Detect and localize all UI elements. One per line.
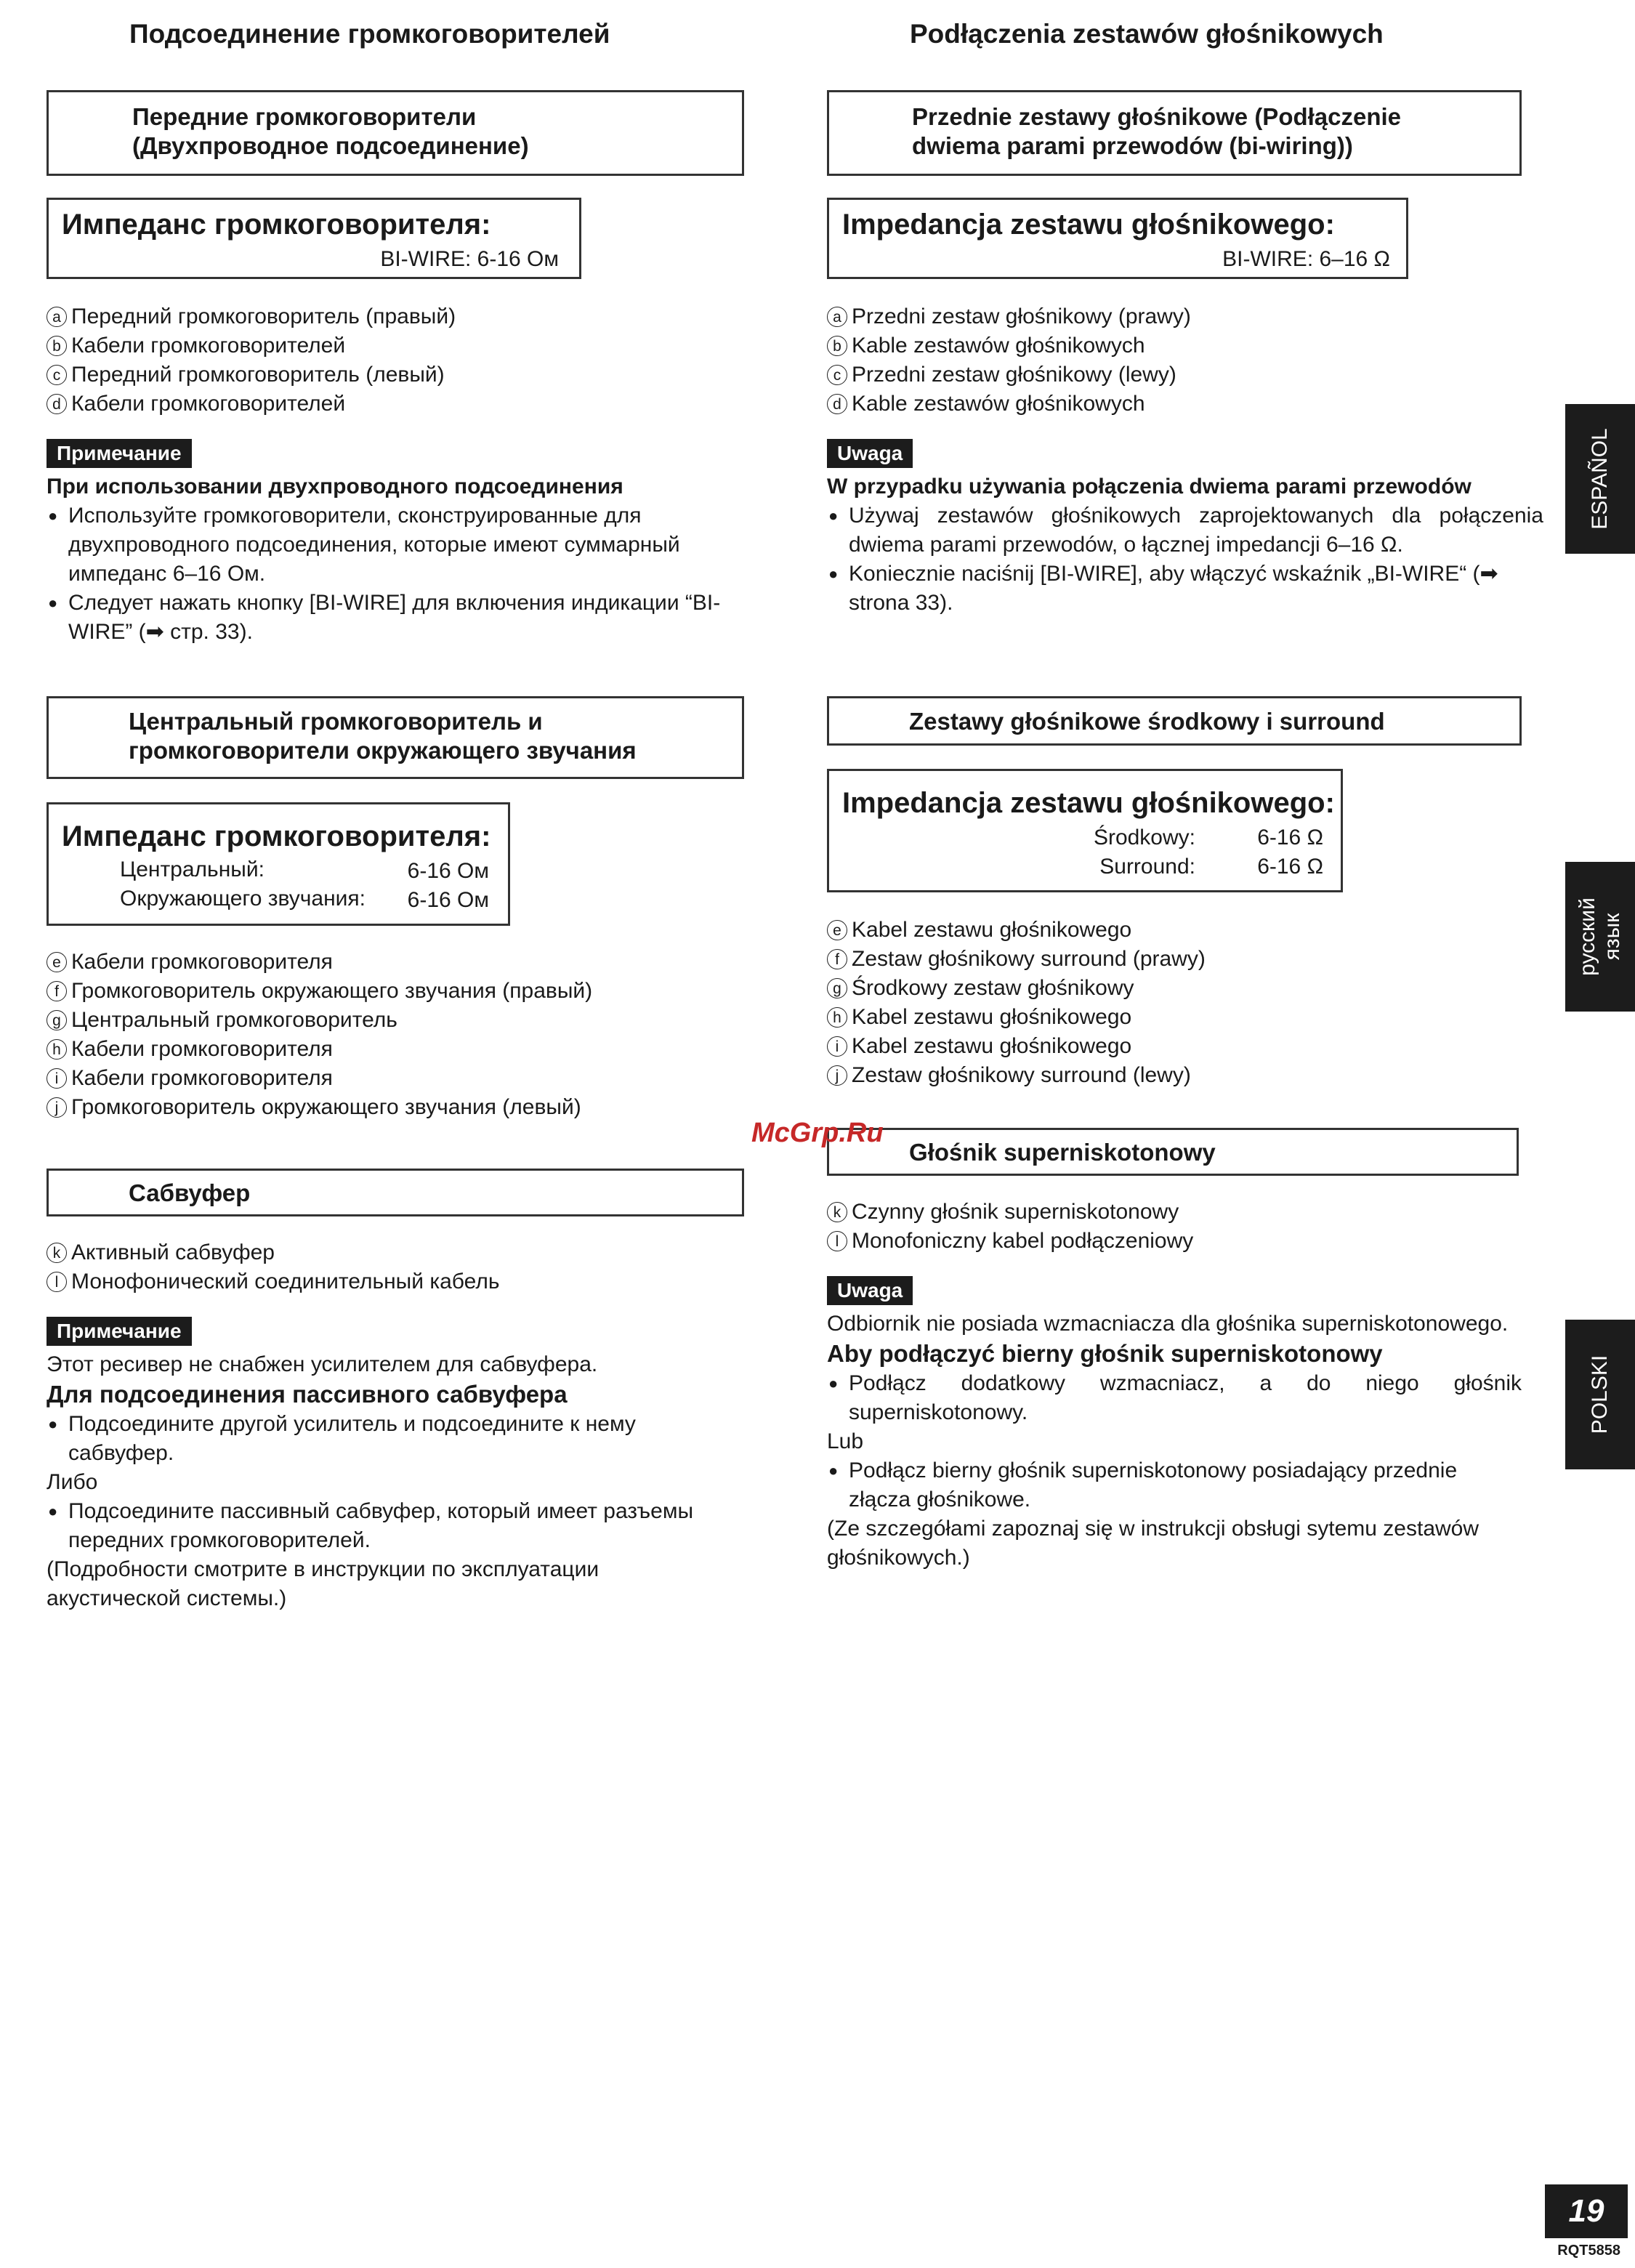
pl-front-impedance-box bbox=[827, 198, 1408, 279]
ru-center-imp-value: 6-16 Ом bbox=[407, 859, 489, 883]
pl-surround-imp-label: Surround: bbox=[1099, 855, 1195, 879]
list-item: k Czynny głośnik superniskotonowy bbox=[827, 1198, 1193, 1227]
pl-center-legend bbox=[827, 916, 1206, 1090]
ru-mark-g: g bbox=[47, 1010, 67, 1030]
ru-sub-bullet-1: ● Подсоедините другой усилитель и подсоедините к нему сабвуфер. bbox=[47, 1410, 744, 1468]
tab-russian-label: русский язык bbox=[1575, 897, 1624, 976]
ru-center-imp-label: Центральный: bbox=[120, 857, 265, 881]
list-item: l Монофонический соединительный кабель bbox=[47, 1267, 499, 1296]
list-item: c Передний громкоговоритель (левый) bbox=[47, 360, 456, 390]
list-item: j Zestaw głośnikowy surround (lewy) bbox=[827, 1061, 1206, 1090]
pl-sub-legend bbox=[827, 1198, 1193, 1256]
pl-surround-imp-value: 6-16 Ω bbox=[1257, 855, 1323, 879]
ru-note-bullet-2: ● Следует нажать кнопку [BI-WIRE] для включения индикации “BI-WIRE” (➡ стр. 33). bbox=[47, 589, 766, 647]
pl-center-imp-value: 6-16 Ω bbox=[1257, 826, 1323, 850]
list-item: i Kabel zestawu głośnikowego bbox=[827, 1032, 1206, 1061]
pl-sub-section-box bbox=[827, 1128, 1519, 1176]
pl-center-section-title: Zestawy głośnikowe środkowy i surround bbox=[909, 708, 1385, 735]
tab-polski-label: POLSKI bbox=[1588, 1355, 1612, 1434]
pl-sub-note-text: Odbiornik nie posiada wzmacniacza dla głośnika superniskotonowego. bbox=[827, 1312, 1509, 1336]
ru-center-section-box bbox=[47, 696, 744, 779]
ru-surround-imp-value: 6-16 Ом bbox=[407, 888, 489, 912]
ru-sub-bullet-2: ● Подсоедините пассивный сабвуфер, который имеет разъемы передних громкоговорителей. bbox=[47, 1497, 744, 1555]
pl-sub-section-title: Głośnik superniskotonowy bbox=[909, 1139, 1216, 1166]
pl-note-heading: W przypadku używania połączenia dwiema parami przewodów bbox=[827, 475, 1472, 499]
ru-mark-d: d bbox=[47, 394, 67, 414]
pl-mark-f: f bbox=[827, 949, 847, 969]
pl-mark-i: i bbox=[827, 1036, 847, 1057]
ru-note-heading: При использовании двухпроводного подсоединения bbox=[47, 475, 623, 499]
pl-center-imp-label: Środkowy: bbox=[1093, 826, 1195, 850]
ru-front-section-box bbox=[47, 90, 744, 176]
pl-mark-c: c bbox=[827, 365, 847, 385]
list-item: j Громкоговоритель окружающего звучания (левый) bbox=[47, 1093, 592, 1122]
ru-sub-passive-heading: Для подсоединения пассивного сабвуфера bbox=[47, 1381, 568, 1408]
pl-mark-d: d bbox=[827, 394, 847, 414]
ru-front-impedance-value: BI-WIRE: 6-16 Ом bbox=[380, 247, 559, 271]
ru-sub-note-text: Этот ресивер не снабжен усилителем для сабвуфера. bbox=[47, 1352, 598, 1376]
ru-surround-imp-label: Окружающего звучания: bbox=[120, 887, 366, 911]
tab-espanol-label: ESPAÑOL bbox=[1588, 428, 1612, 530]
page-number: 19 bbox=[1545, 2184, 1628, 2238]
ru-page-title: Подсоединение громкоговорителей bbox=[129, 19, 610, 49]
ru-mark-i: i bbox=[47, 1068, 67, 1089]
pl-mark-j: j bbox=[827, 1065, 847, 1086]
ru-mark-j: j bbox=[47, 1097, 67, 1118]
pl-center-impedance-title: Impedancja zestawu głośnikowego: bbox=[842, 787, 1335, 819]
pl-sub-or: Lub bbox=[827, 1429, 864, 1453]
pl-note-bullet-2: ● Koniecznie naciśnij [BI-WIRE], aby włączyć wskaźnik „BI-WIRE“ (➡ strona 33). bbox=[827, 560, 1543, 618]
ru-sub-legend bbox=[47, 1238, 499, 1296]
list-item: e Кабели громкоговорителя bbox=[47, 948, 592, 977]
pl-center-impedance-box bbox=[827, 769, 1343, 892]
pl-front-note bbox=[827, 439, 1543, 618]
list-item: d Kable zestawów głośnikowych bbox=[827, 390, 1191, 419]
pl-sub-bullet-1: ● Podłącz dodatkowy wzmacniacz, a do niego głośnik superniskotonowy. bbox=[827, 1369, 1522, 1427]
ru-mark-e: e bbox=[47, 952, 67, 972]
list-item: a Przedni zestaw głośnikowy (prawy) bbox=[827, 302, 1191, 331]
ru-mark-c: c bbox=[47, 365, 67, 385]
list-item: h Kabel zestawu głośnikowego bbox=[827, 1003, 1206, 1032]
pl-sub-note bbox=[827, 1276, 1522, 1573]
list-item: a Передний громкоговоритель (правый) bbox=[47, 302, 456, 331]
ru-sub-note bbox=[47, 1317, 744, 1613]
pl-mark-g: g bbox=[827, 978, 847, 998]
ru-mark-h: h bbox=[47, 1039, 67, 1060]
list-item: e Kabel zestawu głośnikowego bbox=[827, 916, 1206, 945]
pl-page-title: Podłączenia zestawów głośnikowych bbox=[910, 19, 1384, 49]
pl-mark-h: h bbox=[827, 1007, 847, 1028]
tab-russian[interactable] bbox=[1565, 862, 1635, 1012]
list-item: k Активный сабвуфер bbox=[47, 1238, 499, 1267]
pl-note-bullet-1: ● Używaj zestawów głośnikowych zaprojektowanych dla połączenia dwiema parami przewodów, o łącznej impedancji 6–16 Ω. bbox=[827, 501, 1543, 560]
ru-note-bullet-1: ● Используйте громкоговорители, сконструированные для двухпроводного подсоединения, которые имеют суммарный импеданс 6–16 Ом. bbox=[47, 501, 766, 589]
ru-sub-details: (Подробности смотрите в инструкции по эксплуатации акустической системы.) bbox=[47, 1557, 600, 1610]
ru-mark-l: l bbox=[47, 1272, 67, 1292]
pl-sub-bullet-2: ● Podłącz bierny głośnik superniskotonowy posiadający przednie złącza głośnikowe. bbox=[827, 1456, 1522, 1514]
ru-center-section-title-2: громкоговорители окружающего звучания bbox=[129, 737, 637, 764]
ru-center-impedance-box bbox=[47, 802, 510, 926]
list-item: f Громкоговоритель окружающего звучания (правый) bbox=[47, 977, 592, 1006]
ru-sub-note-label: Примечание bbox=[47, 1317, 192, 1346]
pl-front-impedance-title: Impedancja zestawu głośnikowego: bbox=[842, 209, 1335, 241]
pl-mark-k: k bbox=[827, 1202, 847, 1222]
pl-center-section-box bbox=[827, 696, 1522, 746]
pl-mark-a: a bbox=[827, 307, 847, 327]
pl-front-section-title-1: Przednie zestawy głośnikowe (Podłączenie bbox=[912, 103, 1402, 130]
pl-front-legend bbox=[827, 302, 1191, 419]
ru-center-legend bbox=[47, 948, 592, 1122]
pl-mark-l: l bbox=[827, 1231, 847, 1251]
tab-espanol[interactable] bbox=[1565, 404, 1635, 554]
list-item: b Kable zestawów głośnikowych bbox=[827, 331, 1191, 360]
pl-sub-note-label: Uwaga bbox=[827, 1276, 913, 1305]
list-item: f Zestaw głośnikowy surround (prawy) bbox=[827, 945, 1206, 974]
ru-sub-section-title: Сабвуфер bbox=[129, 1179, 251, 1206]
list-item: g Środkowy zestaw głośnikowy bbox=[827, 974, 1206, 1003]
list-item: d Кабели громкоговорителей bbox=[47, 390, 456, 419]
watermark: McGrp.Ru bbox=[751, 1118, 884, 1148]
pl-front-section-title-2: dwiema parami przewodów (bi-wiring)) bbox=[912, 132, 1353, 159]
ru-mark-b: b bbox=[47, 336, 67, 356]
pl-mark-e: e bbox=[827, 920, 847, 940]
ru-front-legend bbox=[47, 302, 456, 419]
ru-sub-or: Либо bbox=[47, 1470, 98, 1494]
ru-front-section-title-2: (Двухпроводное подсоединение) bbox=[132, 132, 529, 159]
ru-mark-f: f bbox=[47, 981, 67, 1001]
ru-sub-section-box bbox=[47, 1169, 744, 1216]
document-code: RQT5858 bbox=[1557, 2243, 1620, 2259]
list-item: b Кабели громкоговорителей bbox=[47, 331, 456, 360]
pl-front-section-box bbox=[827, 90, 1522, 176]
pl-front-impedance-value: BI-WIRE: 6–16 Ω bbox=[1222, 247, 1390, 271]
ru-front-impedance-title: Импеданс громкоговорителя: bbox=[62, 209, 491, 241]
ru-mark-a: a bbox=[47, 307, 67, 327]
list-item: c Przedni zestaw głośnikowy (lewy) bbox=[827, 360, 1191, 390]
ru-center-impedance-title: Импеданс громкоговорителя: bbox=[62, 820, 491, 852]
list-item: h Кабели громкоговорителя bbox=[47, 1035, 592, 1064]
ru-front-impedance-box bbox=[47, 198, 581, 279]
ru-mark-k: k bbox=[47, 1243, 67, 1263]
list-item: i Кабели громкоговорителя bbox=[47, 1064, 592, 1093]
list-item: l Monofoniczny kabel podłączeniowy bbox=[827, 1227, 1193, 1256]
tab-polski[interactable] bbox=[1565, 1320, 1635, 1469]
ru-note-label: Примечание bbox=[47, 439, 192, 468]
ru-center-section-title-1: Центральный громкоговоритель и bbox=[129, 708, 543, 735]
ru-front-note bbox=[47, 439, 744, 647]
pl-sub-details: (Ze szczegółami zapoznaj się w instrukcji obsługi sytemu zestawów głośnikowych.) bbox=[827, 1517, 1479, 1570]
ru-front-section-title-1: Передние громкоговорители bbox=[132, 103, 477, 130]
pl-note-label: Uwaga bbox=[827, 439, 913, 468]
pl-mark-b: b bbox=[827, 336, 847, 356]
pl-sub-passive-heading: Aby podłączyć bierny głośnik superniskotonowy bbox=[827, 1340, 1383, 1367]
list-item: g Центральный громкоговоритель bbox=[47, 1006, 592, 1035]
